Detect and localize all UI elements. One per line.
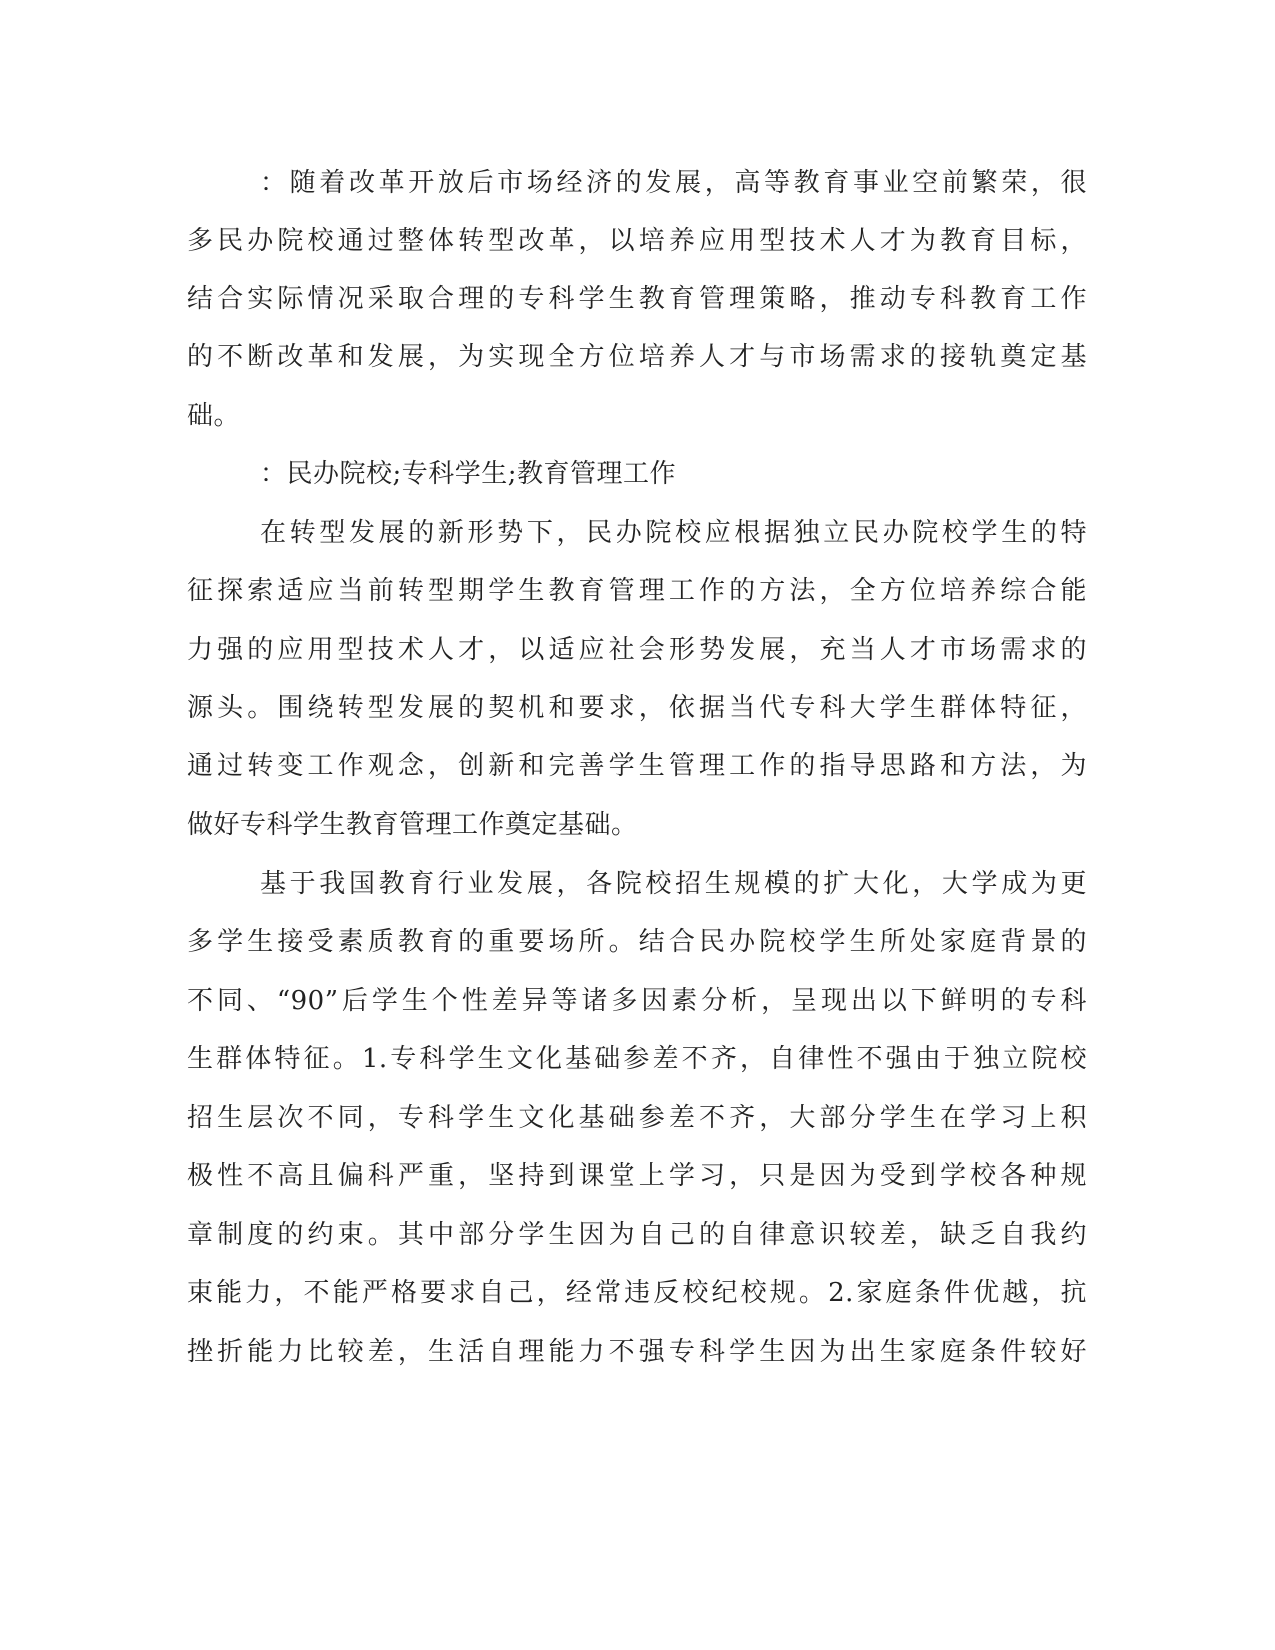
text-line: 的不断改革和发展，为实现全方位培养人才与市场需求的接轨奠定基 (187, 342, 1087, 372)
text-line: 极性不高且偏科严重，坚持到课堂上学习，只是因为受到学校各种规 (187, 1161, 1087, 1191)
text-line: ：民办院校;专科学生;教育管理工作 (260, 459, 677, 489)
text-line: 生群体特征。1.专科学生文化基础参差不齐，自律性不强由于独立院校 (187, 1044, 1087, 1074)
text-line: 征探索适应当前转型期学生教育管理工作的方法，全方位培养综合能 (187, 576, 1087, 606)
text-line: 基于我国教育行业发展，各院校招生规模的扩大化，大学成为更 (260, 869, 1087, 899)
text-line: 通过转变工作观念，创新和完善学生管理工作的指导思路和方法，为 (187, 751, 1087, 781)
text-line: 多学生接受素质教育的重要场所。结合民办院校学生所处家庭背景的 (187, 927, 1087, 957)
text-line: 源头。围绕转型发展的契机和要求，依据当代专科大学生群体特征， (187, 693, 1087, 723)
text-line: 础。 (187, 401, 241, 431)
text-line: 挫折能力比较差，生活自理能力不强专科学生因为出生家庭条件较好 (187, 1337, 1087, 1367)
text-line: 力强的应用型技术人才，以适应社会形势发展，充当人才市场需求的 (187, 635, 1087, 665)
text-line: 多民办院校通过整体转型改革，以培养应用型技术人才为教育目标， (187, 226, 1087, 256)
text-line: 在转型发展的新形势下，民办院校应根据独立民办院校学生的特 (260, 518, 1087, 548)
text-line: ：随着改革开放后市场经济的发展，高等教育事业空前繁荣，很 (260, 168, 1087, 198)
text-line: 招生层次不同，专科学生文化基础参差不齐，大部分学生在学习上积 (187, 1103, 1087, 1133)
text-line: 结合实际情况采取合理的专科学生教育管理策略，推动专科教育工作 (187, 284, 1087, 314)
text-line: 章制度的约束。其中部分学生因为自己的自律意识较差，缺乏自我约 (187, 1220, 1087, 1250)
text-line: 束能力，不能严格要求自己，经常违反校纪校规。2.家庭条件优越，抗 (187, 1278, 1087, 1308)
text-line: 不同、“90”后学生个性差异等诸多因素分析，呈现出以下鲜明的专科 (187, 986, 1087, 1016)
text-line: 做好专科学生教育管理工作奠定基础。 (187, 810, 638, 840)
